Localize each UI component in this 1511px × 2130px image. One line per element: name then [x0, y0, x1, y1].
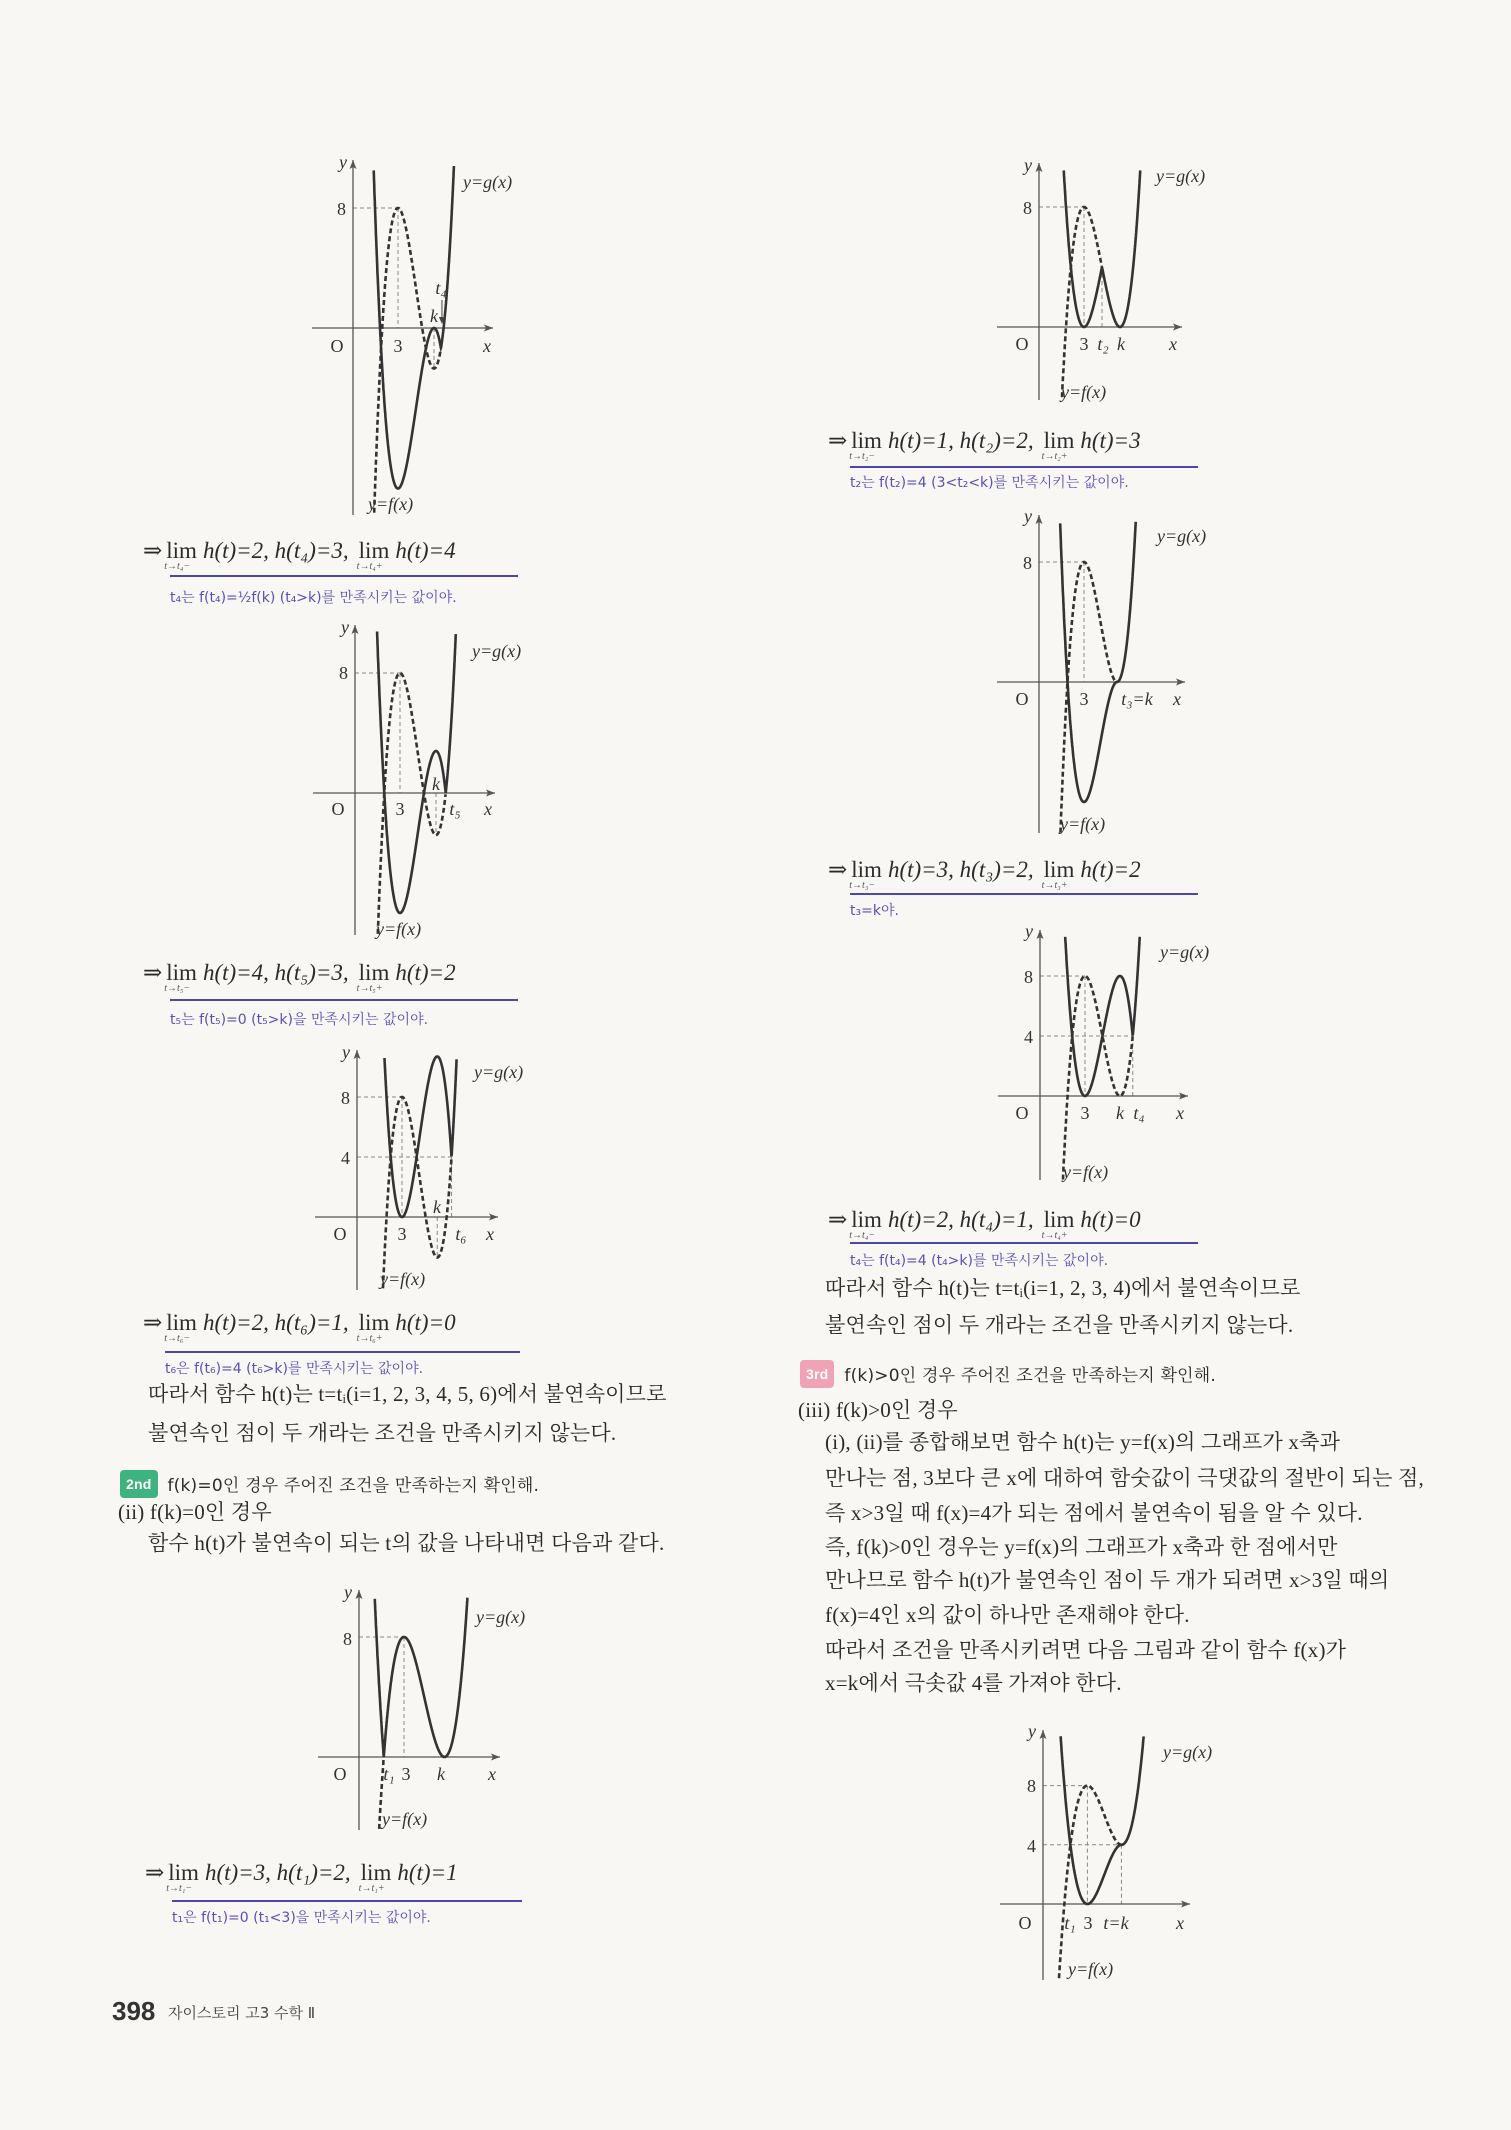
graph-label: y — [1028, 1721, 1036, 1741]
lim-word: lim — [358, 1310, 390, 1335]
caption-note: t₁은 f(t₁)=0 (t₁<3)을 만족시키는 값이야. — [172, 1910, 431, 1926]
lim-sub-right: t→t₅+ — [356, 983, 383, 994]
graph-label: y=g(x) — [1156, 166, 1206, 186]
graph-label: y=f(x) — [380, 1269, 426, 1289]
graph-label: y=g(x) — [474, 1062, 524, 1082]
graph-7 — [998, 921, 1209, 1183]
lim-right — [1041, 856, 1075, 891]
case-3-line: (i), (ii)를 종합해보면 함수 h(t)는 y=f(x)의 그래프가 x축과 — [825, 1430, 1341, 1454]
g-curve-solid — [375, 1598, 468, 1757]
f-curve-dashed — [378, 673, 446, 934]
lim-sub-left: t→t₂− — [849, 451, 876, 462]
graph-label: x — [1173, 689, 1181, 709]
g-curve-solid — [374, 166, 454, 489]
graph-label: t₄ — [1133, 1103, 1145, 1123]
graph-label: 3 — [395, 799, 405, 819]
lim-sub-right: t→t₂+ — [1041, 451, 1068, 462]
graph-label: y=f(x) — [1060, 814, 1106, 834]
implies-arrow: ⇒ — [828, 857, 848, 882]
limit-formula — [828, 1206, 1141, 1241]
case-3-line: 따라서 조건을 만족시키려면 다음 그림과 같이 함수 f(x)가 — [825, 1638, 1347, 1662]
lim-word: lim — [358, 538, 390, 563]
case-3-line: x=k에서 극솟값 4를 가져야 한다. — [825, 1671, 1122, 1695]
case-3-line: f(x)=4인 x의 값이 하나만 존재해야 한다. — [825, 1603, 1190, 1627]
lim-word: lim — [166, 538, 197, 563]
graph-label: 8 — [1024, 967, 1033, 987]
graph-label: y — [342, 1042, 350, 1062]
graph-label: O — [333, 1224, 347, 1244]
lim-left — [164, 1309, 197, 1344]
f-curve-dashed — [1059, 1786, 1121, 1979]
lim-left — [849, 1206, 882, 1241]
graph-label: y=g(x) — [1160, 942, 1210, 962]
lim-right — [356, 537, 390, 572]
formula-end: h(t)=0 — [395, 1310, 456, 1335]
case-2-title: (ii) f(k)=0인 경우 — [118, 1500, 272, 1524]
book-title: 자이스토리 고3 수학 Ⅱ — [168, 2004, 316, 2022]
lim-left — [849, 856, 882, 891]
formula-end: h(t)=4 — [395, 538, 456, 563]
graph-label: 8 — [337, 199, 346, 219]
graph-label: y — [1024, 506, 1032, 526]
lim-word: lim — [851, 428, 882, 453]
lim-sub-right: t→t₄+ — [1041, 1230, 1068, 1241]
graph-label: k — [1117, 334, 1125, 354]
formula-middle: h(t)=3, h(t₁)=2, — [204, 1860, 351, 1885]
lim-word: lim — [166, 1310, 197, 1335]
step-3rd-text: f(k)>0인 경우 주어진 조건을 만족하는지 확인해. — [844, 1366, 1216, 1386]
step-3rd-hint — [800, 1360, 1216, 1389]
graph-label: y — [339, 152, 347, 172]
limit-formula — [828, 427, 1141, 462]
page-number: 398 — [112, 1996, 156, 2026]
graph-4 — [318, 1582, 525, 1830]
graph-label: 3 — [1079, 334, 1089, 354]
case-3-title: (iii) f(k)>0인 경우 — [798, 1398, 958, 1422]
graph-label: k — [1116, 1103, 1124, 1123]
graph-label: 3 — [1079, 689, 1089, 709]
lim-sub-right: t→t₆+ — [356, 1333, 383, 1344]
lim-left — [164, 537, 197, 572]
lim-sub-right: t→t₃+ — [1041, 880, 1068, 891]
caption-underline — [850, 893, 1198, 895]
graph-label: y — [341, 617, 349, 637]
graph-label: 3 — [1080, 1103, 1090, 1123]
lim-right — [1041, 427, 1075, 462]
graph-label: 4 — [341, 1148, 350, 1168]
graph-label: O — [1015, 689, 1029, 709]
graph-label: 8 — [1023, 198, 1032, 218]
graph-6 — [997, 506, 1206, 835]
right-conclusion-line-1: 따라서 함수 h(t)는 t=tᵢ(i=1, 2, 3, 4)에서 불연속이므로 — [825, 1276, 1301, 1300]
caption-underline — [850, 1242, 1198, 1244]
formula-end: h(t)=0 — [1080, 1207, 1141, 1232]
graph-label: O — [331, 799, 345, 819]
caption-underline — [165, 1351, 520, 1353]
lim-right — [1041, 1206, 1075, 1241]
g-curve-solid — [377, 632, 456, 914]
lim-word: lim — [358, 960, 390, 985]
graph-label: 8 — [341, 1088, 350, 1108]
graph-2 — [313, 617, 521, 940]
graph-label: x — [486, 1224, 494, 1244]
graph-label: k — [432, 774, 440, 794]
badge-2nd: 2nd — [120, 1470, 158, 1498]
left-conclusion-line-2: 불연속인 점이 두 개라는 조건을 만족시키지 않는다. — [148, 1421, 617, 1445]
caption-underline — [172, 1900, 522, 1902]
graph-label: t₅ — [449, 799, 461, 819]
case-3-line: 만나는 점, 3보다 큰 x에 대하여 함숫값이 극댓값의 절반이 되는 점, — [825, 1466, 1424, 1490]
left-conclusion-line-1: 따라서 함수 h(t)는 t=tᵢ(i=1, 2, 3, 4, 5, 6)에서 불연속이므로 — [148, 1382, 667, 1406]
implies-arrow: ⇒ — [828, 428, 848, 453]
graph-label: O — [333, 1764, 347, 1784]
caption-note: t₆은 f(t₆)=4 (t₆>k)를 만족시키는 값이야. — [165, 1361, 424, 1377]
graph-label: x — [483, 336, 491, 356]
graph-1 — [312, 152, 512, 515]
lim-sub-left: t→t₄− — [849, 1230, 876, 1241]
lim-word: lim — [168, 1860, 199, 1885]
graph-label: y=g(x) — [472, 641, 522, 661]
formula-end: h(t)=2 — [395, 960, 456, 985]
graph-label: y — [1025, 921, 1033, 941]
lim-word: lim — [851, 857, 882, 882]
graph-label: t₄ — [435, 278, 447, 298]
implies-arrow: ⇒ — [145, 1860, 165, 1885]
graph-label: y=g(x) — [1163, 1742, 1213, 1762]
lim-sub-left: t→t₆− — [164, 1333, 191, 1344]
graph-label: 3 — [1083, 1913, 1093, 1933]
graph-label: k — [437, 1764, 445, 1784]
lim-sub-left: t→t₅− — [164, 983, 191, 994]
formula-middle: h(t)=3, h(t₃)=2, — [887, 857, 1034, 882]
caption-underline — [850, 466, 1198, 468]
graph-label: O — [330, 336, 344, 356]
formula-middle: h(t)=2, h(t₄)=3, — [202, 538, 349, 563]
formula-end: h(t)=1 — [397, 1860, 458, 1885]
graph-label: y — [1024, 155, 1032, 175]
graph-label: O — [1015, 1103, 1029, 1123]
lim-word: lim — [1043, 857, 1075, 882]
graph-label: y=g(x) — [463, 172, 513, 192]
formula-middle: h(t)=1, h(t₂)=2, — [887, 428, 1034, 453]
implies-arrow: ⇒ — [143, 960, 163, 985]
graph-label: t₁ — [1064, 1913, 1076, 1933]
implies-arrow: ⇒ — [143, 538, 163, 563]
g-curve-solid — [385, 1057, 457, 1218]
graph-label: 3 — [393, 336, 403, 356]
limit-formula — [145, 1859, 458, 1894]
graph-label: t₂ — [1097, 334, 1109, 354]
badge-3rd: 3rd — [800, 1360, 834, 1388]
graph-label: y — [344, 1582, 352, 1602]
lim-sub-left: t→t₄− — [164, 561, 191, 572]
graph-label: x — [484, 799, 492, 819]
g-curve-solid — [1061, 1736, 1144, 1904]
formula-middle: h(t)=2, h(t₄)=1, — [887, 1207, 1034, 1232]
implies-arrow: ⇒ — [828, 1207, 848, 1232]
lim-sub-left: t→t₃− — [849, 880, 876, 891]
graph-label: 8 — [1027, 1776, 1036, 1796]
limit-formula — [143, 537, 456, 572]
graph-3 — [315, 1042, 523, 1290]
graph-label: y=f(x) — [376, 919, 422, 939]
formula-middle: h(t)=4, h(t₅)=3, — [202, 960, 349, 985]
case-3-line: 즉 x>3일 때 f(x)=4가 되는 점에서 불연속이 됨을 알 수 있다. — [825, 1501, 1363, 1525]
limit-formula — [828, 856, 1141, 891]
graph-label: x — [1176, 1913, 1184, 1933]
graph-5 — [997, 155, 1205, 403]
graph-label: 8 — [1023, 553, 1032, 573]
lim-word: lim — [851, 1207, 882, 1232]
right-conclusion-line-2: 불연속인 점이 두 개라는 조건을 만족시키지 않는다. — [825, 1313, 1294, 1337]
lim-word: lim — [360, 1860, 392, 1885]
lim-left — [166, 1859, 199, 1894]
graph-label: x — [488, 1764, 496, 1784]
lim-sub-right: t→t₁+ — [358, 1883, 385, 1894]
graph-label: t₃=k — [1121, 689, 1153, 709]
graph-label: k — [433, 1197, 441, 1217]
graph-label: k — [430, 306, 438, 326]
limit-formula — [143, 1309, 456, 1344]
graph-label: 4 — [1024, 1027, 1033, 1047]
lim-sub-right: t→t₄+ — [356, 561, 383, 572]
graph-label: y=f(x) — [1061, 382, 1107, 402]
formula-middle: h(t)=2, h(t₆)=1, — [202, 1310, 349, 1335]
graph-label: y=g(x) — [1157, 526, 1207, 546]
lim-right — [358, 1859, 392, 1894]
graph-label: 4 — [1027, 1836, 1036, 1856]
lim-word: lim — [1043, 428, 1075, 453]
limit-formula — [143, 959, 456, 994]
graph-label: t₁ — [383, 1764, 395, 1784]
step-2nd-hint — [120, 1470, 539, 1499]
caption-note: t₅는 f(t₅)=0 (t₅>k)을 만족시키는 값이야. — [170, 1012, 429, 1028]
graph-8 — [1000, 1721, 1212, 1980]
lim-word: lim — [166, 960, 197, 985]
graph-label: O — [1015, 334, 1029, 354]
graph-label: y=f(x) — [1063, 1162, 1109, 1182]
lim-left — [849, 427, 882, 462]
graph-label: 8 — [339, 663, 348, 683]
caption-note: t₃=k야. — [850, 903, 899, 919]
graph-label: y=f(x) — [1068, 1959, 1114, 1979]
graph-label: x — [1169, 334, 1177, 354]
formula-end: h(t)=3 — [1080, 428, 1141, 453]
graph-label: 8 — [343, 1629, 352, 1649]
graph-label: t=k — [1103, 1913, 1129, 1933]
formula-end: h(t)=2 — [1080, 857, 1141, 882]
graph-label: y=f(x) — [382, 1809, 428, 1829]
case-3-line: 만나므로 함수 h(t)가 불연속인 점이 두 개가 되려면 x>3일 때의 — [825, 1568, 1390, 1592]
implies-arrow: ⇒ — [143, 1310, 163, 1335]
case-2-text: 함수 h(t)가 불연속이 되는 t의 값을 나타내면 다음과 같다. — [148, 1531, 665, 1555]
caption-note: t₄는 f(t₄)=4 (t₄>k)를 만족시키는 값이야. — [850, 1253, 1109, 1269]
lim-sub-left: t→t₁− — [166, 1883, 193, 1894]
caption-underline — [170, 999, 518, 1001]
graph-label: 3 — [397, 1224, 407, 1244]
case-3-line: 즉, f(k)>0인 경우는 y=f(x)의 그래프가 x축과 한 점에서만 — [825, 1535, 1338, 1559]
graph-label: y=f(x) — [368, 494, 414, 514]
graph-label: t₆ — [455, 1224, 467, 1244]
caption-note: t₄는 f(t₄)=½f(k) (t₄>k)를 만족시키는 값이야. — [170, 590, 457, 606]
g-curve-solid — [1060, 522, 1136, 802]
step-2nd-text: f(k)=0인 경우 주어진 조건을 만족하는지 확인해. — [167, 1476, 540, 1496]
graph-label: y=g(x) — [476, 1607, 526, 1627]
caption-underline — [170, 575, 518, 577]
graph-label: 3 — [401, 1764, 411, 1784]
lim-left — [164, 959, 197, 994]
lim-right — [356, 1309, 390, 1344]
f-curve-dashed — [1063, 976, 1133, 1180]
lim-right — [356, 959, 390, 994]
lim-word: lim — [1043, 1207, 1075, 1232]
graph-label: O — [1018, 1913, 1032, 1933]
graph-label: x — [1176, 1103, 1184, 1123]
caption-note: t₂는 f(t₂)=4 (3<t₂<k)를 만족시키는 값이야. — [850, 475, 1129, 491]
